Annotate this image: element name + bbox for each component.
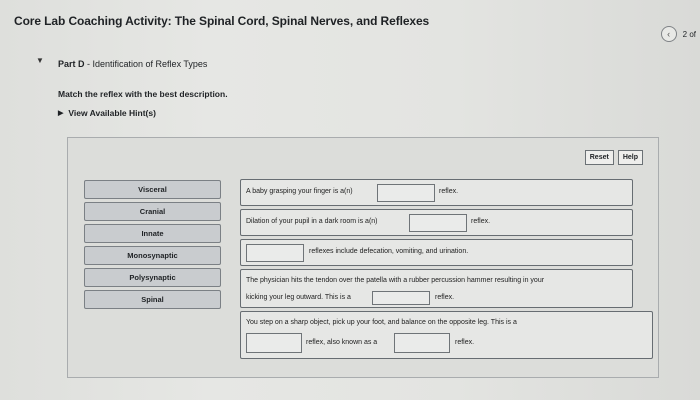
choice-cranial[interactable]: Cranial [84,202,221,221]
target-visceral-examples [240,239,633,266]
page-count: 2 of [682,29,696,39]
triangle-right-icon: ▶ [58,110,64,117]
help-button[interactable]: Help [618,150,643,165]
answer-blank[interactable] [372,291,430,305]
target-text: Dilation of your pupil in a dark room is a(n) [246,218,378,225]
answer-blank[interactable] [377,184,435,202]
target-suffix: reflex. [439,188,459,195]
target-text: A baby grasping your finger is a(n) [246,188,353,195]
choice-spinal[interactable]: Spinal [84,290,221,309]
hints-label: View Available Hint(s) [68,108,156,118]
target-suffix: reflex. [455,339,475,346]
target-suffix: reflex. [471,218,491,225]
pager [661,26,696,42]
hints-link[interactable] [58,108,156,118]
matching-activity [67,137,659,378]
choice-visceral[interactable]: Visceral [84,180,221,199]
part-title [58,59,207,69]
instruction-text: Match the reflex with the best description. [58,89,228,99]
target-text: reflexes include defecation, vomiting, and urination. [309,248,469,255]
triangle-down-icon[interactable]: ▼ [36,56,44,65]
reset-button[interactable]: Reset [585,150,614,165]
activity-toolbar [585,150,643,165]
choice-polysynaptic[interactable]: Polysynaptic [84,268,221,287]
answer-blank[interactable] [246,333,302,353]
choice-innate[interactable]: Innate [84,224,221,243]
target-suffix: reflex. [435,294,455,301]
target-text-line1: The physician hits the tendon over the patella with a rubber percussion hammer resulting in your [246,277,545,284]
target-pupil-dilation [240,209,633,236]
target-middle-text: reflex, also known as a [306,339,378,346]
target-patellar-tendon [240,269,633,308]
answer-blank[interactable] [246,244,304,262]
part-name: Identification of Reflex Types [92,59,208,69]
target-sharp-object [240,311,653,359]
choice-list [84,180,223,312]
answer-blank[interactable] [409,214,467,232]
activity-title: Core Lab Coaching Activity: The Spinal Cord, Spinal Nerves, and Reflexes [14,14,430,28]
choice-monosynaptic[interactable]: Monosynaptic [84,246,221,265]
part-separator: - [84,59,93,69]
target-text-line1: You step on a sharp object, pick up your foot, and balance on the opposite leg. This is a [246,319,517,326]
target-baby-grasp [240,179,633,206]
target-text-line2: kicking your leg outward. This is a [246,294,351,301]
part-label: Part D [58,59,85,69]
chevron-left-icon[interactable]: ‹ [661,26,677,42]
answer-blank[interactable] [394,333,450,353]
